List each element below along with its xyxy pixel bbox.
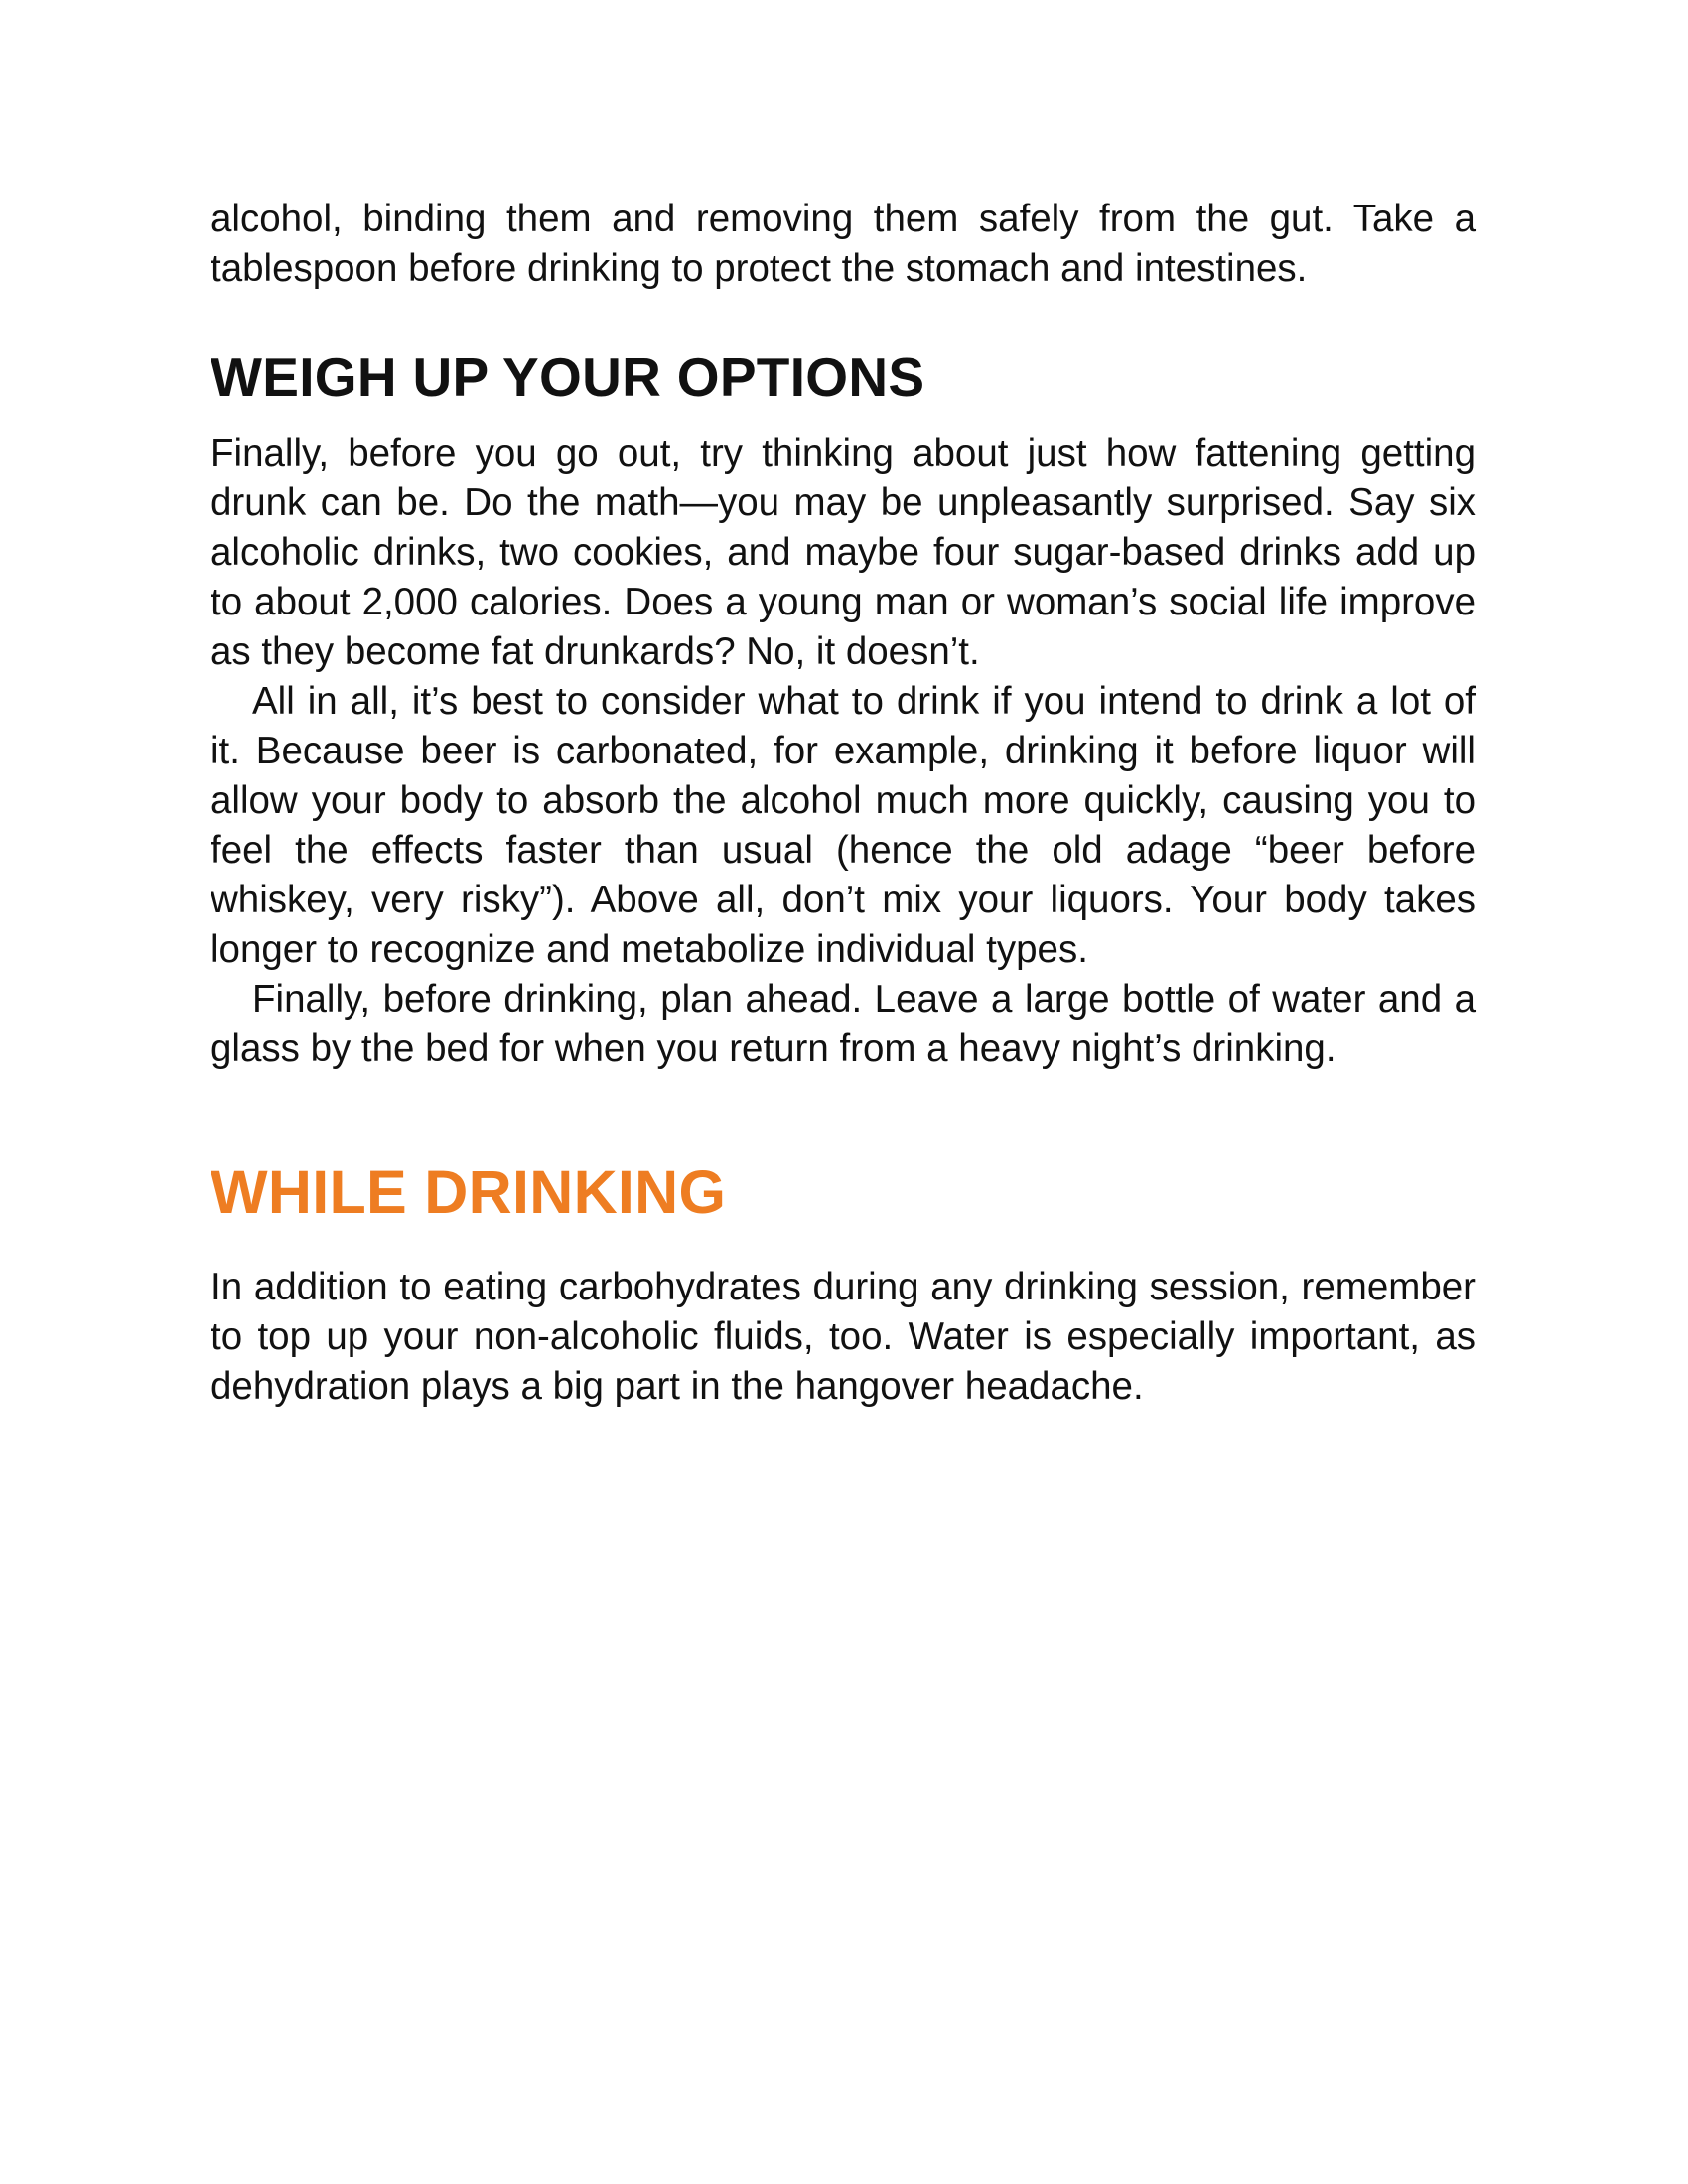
options-paragraph-1: Finally, before you go out, try thinking about just how fattening getting drunk can be. Do the math—you may be unpleasantly surprised. Say six alcoholic drinks, two cookies, and maybe four sugar-based drinks add up to about 2,000 calories. Does a young man or woman’s social life improve as they become fat drunkards? No, it doesn’t. (211, 432, 1476, 673)
drinking-paragraph-1: In addition to eating carbohydrates during any drinking session, remember to top up your non-alcoholic fluids, too. Water is especially important, as dehydration plays a big part in the hangover headache. (211, 1266, 1476, 1408)
options-paragraph-3: Finally, before drinking, plan ahead. Leave a large bottle of water and a glass by the bed for when you return from a heavy night’s drinking. (211, 978, 1476, 1070)
section-heading-weigh-up-your-options: WEIGH UP YOUR OPTIONS (211, 346, 925, 408)
page-body (211, 195, 1476, 1412)
intro-paragraph: alcohol, binding them and removing them safely from the gut. Take a tablespoon before drinking to protect the stomach and intestines. (211, 198, 1476, 290)
options-paragraph-2: All in all, it’s best to consider what to drink if you intend to drink a lot of it. Because beer is carbonated, for example, drinking it before liquor will allow your body to absorb the alcohol much more quickly, causing you to feel the effects faster than usual (hence the old adage “beer before whiskey, very risky”). Above all, don’t mix your liquors. Your body takes longer to recognize and metabolize individual types. (211, 680, 1476, 971)
section-heading-while-drinking: WHILE DRINKING (211, 1159, 727, 1226)
